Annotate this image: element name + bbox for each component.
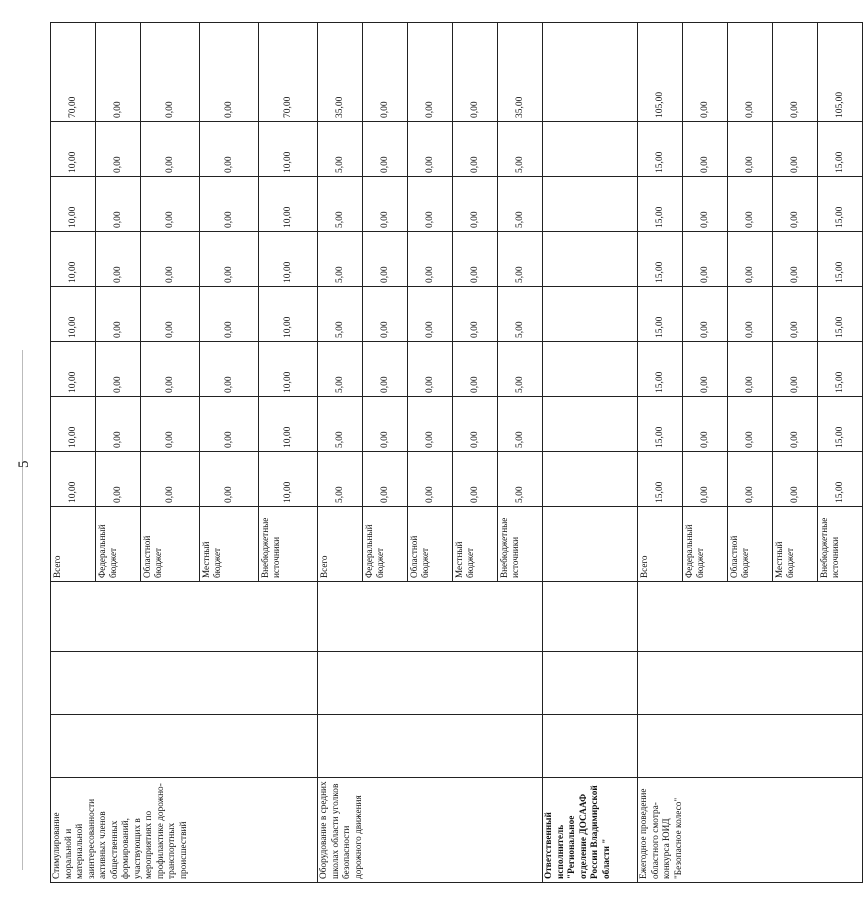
source-label: Местный бюджет [200, 507, 259, 582]
source-label: Внебюджетные источники [498, 507, 543, 582]
empty-cell [543, 287, 638, 342]
empty-cell [543, 507, 638, 582]
value-cell: 0,00 [453, 452, 498, 507]
value-cell: 0,00 [200, 232, 259, 287]
source-label: Всего [638, 507, 683, 582]
empty-cell [543, 452, 638, 507]
table-row [638, 23, 683, 883]
value-cell: 15,00 [638, 177, 683, 232]
value-cell: 0,00 [453, 287, 498, 342]
value-cell: 0,00 [141, 177, 200, 232]
value-cell: 0,00 [728, 122, 773, 177]
value-cell: 10,00 [51, 232, 96, 287]
value-cell: 0,00 [96, 177, 141, 232]
value-cell: 0,00 [363, 232, 408, 287]
value-cell: 0,00 [96, 287, 141, 342]
source-label: Федеральный бюджет [96, 507, 141, 582]
total-cell: 0,00 [96, 23, 141, 122]
measure-title: Оборудование в средних школах области уголков безопасности дорожного движения [318, 778, 543, 883]
value-cell: 5,00 [498, 177, 543, 232]
value-cell: 5,00 [318, 452, 363, 507]
value-cell: 10,00 [51, 342, 96, 397]
total-cell: 0,00 [141, 23, 200, 122]
value-cell: 15,00 [818, 452, 863, 507]
value-cell: 15,00 [638, 287, 683, 342]
value-cell: 15,00 [638, 397, 683, 452]
value-cell: 5,00 [498, 287, 543, 342]
value-cell: 0,00 [408, 287, 453, 342]
value-cell: 10,00 [259, 342, 318, 397]
value-cell: 0,00 [728, 232, 773, 287]
value-cell: 0,00 [728, 287, 773, 342]
value-cell: 0,00 [728, 397, 773, 452]
value-cell: 0,00 [453, 232, 498, 287]
value-cell: 10,00 [259, 177, 318, 232]
value-cell: 10,00 [259, 232, 318, 287]
value-cell: 0,00 [408, 122, 453, 177]
value-cell: 0,00 [200, 177, 259, 232]
value-cell: 10,00 [259, 452, 318, 507]
value-cell: 0,00 [200, 452, 259, 507]
value-cell: 0,00 [96, 342, 141, 397]
value-cell: 0,00 [453, 397, 498, 452]
value-cell: 0,00 [363, 452, 408, 507]
value-cell: 0,00 [96, 452, 141, 507]
value-cell: 0,00 [200, 397, 259, 452]
value-cell: 15,00 [638, 342, 683, 397]
value-cell: 0,00 [683, 452, 728, 507]
value-cell: 0,00 [683, 287, 728, 342]
empty-cell [638, 582, 863, 652]
empty-cell [318, 715, 543, 778]
value-cell: 0,00 [683, 177, 728, 232]
value-cell: 0,00 [453, 122, 498, 177]
value-cell: 0,00 [408, 232, 453, 287]
empty-cell [638, 715, 863, 778]
value-cell: 0,00 [363, 397, 408, 452]
value-cell: 0,00 [363, 177, 408, 232]
source-label: Областной бюджет [408, 507, 453, 582]
value-cell: 5,00 [498, 397, 543, 452]
empty-cell [543, 23, 638, 122]
value-cell: 0,00 [453, 177, 498, 232]
empty-cell [543, 177, 638, 232]
value-cell: 0,00 [728, 177, 773, 232]
empty-cell [638, 652, 863, 715]
value-cell: 0,00 [728, 342, 773, 397]
value-cell: 0,00 [773, 397, 818, 452]
table-row [318, 23, 363, 883]
empty-cell [543, 342, 638, 397]
value-cell: 15,00 [638, 452, 683, 507]
value-cell: 0,00 [683, 397, 728, 452]
value-cell: 0,00 [683, 122, 728, 177]
total-cell: 0,00 [200, 23, 259, 122]
value-cell: 0,00 [773, 232, 818, 287]
source-label: Местный бюджет [453, 507, 498, 582]
total-cell: 105,00 [638, 23, 683, 122]
measure-title: Стимулирование моральной и материальной заинтересованности активных членов общественных формирований, участвующих в мероприятиях по профилактике дорожно-транспортных происшествий [51, 778, 318, 883]
value-cell: 5,00 [318, 397, 363, 452]
value-cell: 5,00 [498, 342, 543, 397]
source-label: Местный бюджет [773, 507, 818, 582]
value-cell: 5,00 [498, 122, 543, 177]
empty-cell [51, 715, 318, 778]
table-row [543, 23, 638, 883]
value-cell: 0,00 [408, 177, 453, 232]
value-cell: 5,00 [318, 342, 363, 397]
budget-table [50, 22, 863, 883]
value-cell: 10,00 [259, 122, 318, 177]
total-cell: 0,00 [453, 23, 498, 122]
total-cell: 70,00 [51, 23, 96, 122]
value-cell: 10,00 [259, 287, 318, 342]
value-cell: 10,00 [51, 177, 96, 232]
source-label: Внебюджетные источники [259, 507, 318, 582]
value-cell: 5,00 [318, 177, 363, 232]
empty-cell [543, 582, 638, 652]
value-cell: 5,00 [498, 452, 543, 507]
value-cell: 5,00 [318, 232, 363, 287]
value-cell: 0,00 [141, 452, 200, 507]
value-cell: 10,00 [51, 452, 96, 507]
empty-cell [543, 122, 638, 177]
value-cell: 15,00 [818, 287, 863, 342]
source-label: Федеральный бюджет [683, 507, 728, 582]
value-cell: 0,00 [773, 342, 818, 397]
source-label: Областной бюджет [728, 507, 773, 582]
value-cell: 10,00 [51, 287, 96, 342]
scan-margin-line [22, 350, 23, 870]
total-cell: 0,00 [683, 23, 728, 122]
value-cell: 0,00 [96, 397, 141, 452]
value-cell: 0,00 [408, 397, 453, 452]
empty-cell [51, 582, 318, 652]
value-cell: 0,00 [408, 342, 453, 397]
rotated-table-wrapper [50, 23, 845, 883]
value-cell: 0,00 [200, 122, 259, 177]
value-cell: 0,00 [141, 122, 200, 177]
value-cell: 0,00 [96, 122, 141, 177]
total-cell: 0,00 [773, 23, 818, 122]
source-label: Федеральный бюджет [363, 507, 408, 582]
value-cell: 0,00 [141, 287, 200, 342]
total-cell: 0,00 [408, 23, 453, 122]
value-cell: 0,00 [200, 287, 259, 342]
value-cell: 15,00 [638, 232, 683, 287]
value-cell: 0,00 [773, 452, 818, 507]
value-cell: 0,00 [363, 342, 408, 397]
table-row [51, 23, 96, 883]
total-cell: 35,00 [498, 23, 543, 122]
value-cell: 0,00 [683, 232, 728, 287]
value-cell: 5,00 [498, 232, 543, 287]
value-cell: 0,00 [363, 122, 408, 177]
empty-cell [543, 397, 638, 452]
value-cell: 5,00 [318, 122, 363, 177]
value-cell: 10,00 [51, 397, 96, 452]
value-cell: 0,00 [408, 452, 453, 507]
source-label: Всего [51, 507, 96, 582]
value-cell: 15,00 [818, 342, 863, 397]
empty-cell [543, 652, 638, 715]
value-cell: 5,00 [318, 287, 363, 342]
source-label: Внебюджетные источники [818, 507, 863, 582]
value-cell: 0,00 [773, 122, 818, 177]
executor-title [543, 778, 638, 883]
value-cell: 15,00 [818, 177, 863, 232]
value-cell: 0,00 [773, 287, 818, 342]
value-cell: 15,00 [818, 232, 863, 287]
total-cell: 0,00 [728, 23, 773, 122]
value-cell: 15,00 [818, 122, 863, 177]
total-cell: 70,00 [259, 23, 318, 122]
value-cell: 0,00 [363, 287, 408, 342]
empty-cell [318, 652, 543, 715]
empty-cell [543, 232, 638, 287]
source-label: Всего [318, 507, 363, 582]
value-cell: 0,00 [453, 342, 498, 397]
measure-title: Ежегодное проведение областного смотра-конкурса ЮИД "Безопасное колесо" [638, 778, 863, 883]
value-cell: 0,00 [141, 232, 200, 287]
source-label: Областной бюджет [141, 507, 200, 582]
executor-title-text: Ответственный исполнитель "Региональное отделение ДОСААФ России Владимирской области " [544, 785, 612, 879]
empty-cell [543, 715, 638, 778]
total-cell: 0,00 [363, 23, 408, 122]
value-cell: 10,00 [51, 122, 96, 177]
value-cell: 0,00 [141, 342, 200, 397]
value-cell: 0,00 [683, 342, 728, 397]
total-cell: 105,00 [818, 23, 863, 122]
value-cell: 0,00 [773, 177, 818, 232]
empty-cell [51, 652, 318, 715]
page-number: 5 [16, 460, 32, 468]
value-cell: 0,00 [141, 397, 200, 452]
value-cell: 0,00 [200, 342, 259, 397]
value-cell: 15,00 [638, 122, 683, 177]
total-cell: 35,00 [318, 23, 363, 122]
value-cell: 0,00 [728, 452, 773, 507]
value-cell: 15,00 [818, 397, 863, 452]
value-cell: 0,00 [96, 232, 141, 287]
value-cell: 10,00 [259, 397, 318, 452]
empty-cell [318, 582, 543, 652]
